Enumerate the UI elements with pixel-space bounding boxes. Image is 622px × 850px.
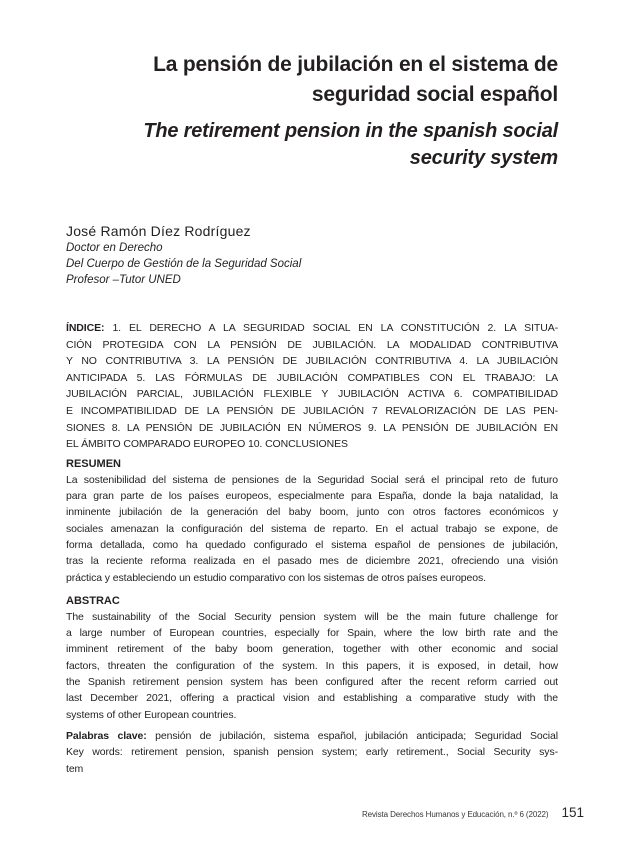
indice-label: ÍNDICE: bbox=[66, 322, 105, 334]
text-line: Profesor –Tutor UNED bbox=[66, 274, 181, 286]
indice-first-line bbox=[66, 320, 558, 337]
text-line: sociales amenazan la configuración del sistema de reparto. En el actual trabajo se expone, de bbox=[66, 522, 558, 535]
resumen-paragraph bbox=[66, 472, 558, 586]
author-block bbox=[66, 222, 558, 288]
text-line: CIÓN PROTEGIDA CON LA PENSIÓN DE JUBILACIÓN. LA MODALIDAD CONTRIBUTIVA bbox=[66, 338, 558, 351]
text-line: tem bbox=[66, 762, 84, 775]
text-line: factors, threaten the configuration of the system. In this papers, it is exposed, in detail, how bbox=[66, 659, 558, 672]
text-line: EL ÁMBITO COMPARADO EUROPEO 10. CONCLUSIONES bbox=[66, 438, 348, 451]
indice-first-line-text: 1. EL DERECHO A LA SEGURIDAD SOCIAL EN LA CONSTITUCIÓN 2. LA SITUA- bbox=[112, 322, 558, 334]
text-line: forma detallada, como ha quedado configurado el sistema español de pensiones de jubilación, bbox=[66, 538, 558, 551]
text-line: Y NO CONTRIBUTIVA 3. LA PENSIÓN DE JUBILACIÓN CONTRIBUTIVA 4. LA JUBILACIÓN bbox=[66, 355, 558, 368]
text-line: ANTICIPADA 5. LAS FÓRMULAS DE JUBILACIÓN COMPATIBLES CON EL TRABAJO: LA bbox=[66, 371, 558, 384]
indice-lines bbox=[66, 337, 558, 453]
author-name: José Ramón Díez Rodríguez bbox=[66, 223, 251, 239]
title-block bbox=[66, 50, 558, 172]
text-line: a large number of European countries, especially for Spain, where the low birth rate and the bbox=[66, 627, 558, 640]
text-line: the Spanish retirement pension system has been configured after the recent reform carried out bbox=[66, 676, 558, 689]
text-line: tras la reciente reforma realizada en el pasado mes de diciembre 2021, ofreciendo una visión bbox=[66, 555, 558, 568]
keywords-block bbox=[66, 728, 558, 777]
text-line: imminent retirement of the baby boom generation, together with other economic and social bbox=[66, 643, 558, 656]
text-line: The sustainability of the Social Security pension system will be the main future challenge for bbox=[66, 610, 558, 623]
palabras-clave-text: pensión de jubilación, sistema español, jubilación anticipada; Seguridad Social bbox=[155, 729, 558, 742]
text-line: last December 2021, offering a practical vision and establishing a comparative study with the bbox=[66, 692, 558, 705]
palabras-clave-label: Palabras clave: bbox=[66, 729, 147, 742]
title-line: La pensión de jubilación en el sistema de bbox=[153, 53, 558, 76]
title-line: security system bbox=[409, 147, 558, 169]
text-line: systems of other European countries. bbox=[66, 708, 237, 721]
title-line: The retirement pension in the spanish social bbox=[143, 120, 558, 142]
text-line: Key words: retirement pension, spanish pension system; early retirement., Social Security sys- bbox=[66, 746, 558, 759]
journal-reference: Revista Derechos Humanos y Educación, n.º 6 (2022) bbox=[362, 810, 549, 819]
text-line: SIONES 8. LA PENSIÓN DE JUBILACIÓN EN NÚMEROS 9. LA PENSIÓN DE JUBILACIÓN EN bbox=[66, 421, 558, 434]
resumen-heading: RESUMEN bbox=[66, 457, 122, 470]
article-title-english bbox=[66, 118, 558, 172]
article-title-spanish bbox=[66, 50, 558, 110]
abstract-paragraph bbox=[66, 609, 558, 723]
indice-block bbox=[66, 320, 558, 453]
author-credentials bbox=[66, 240, 558, 288]
palabras-clave-line bbox=[66, 728, 558, 744]
text-line: La sostenibilidad del sistema de pensiones de la Seguridad Social será el principal reto de futuro bbox=[66, 473, 558, 486]
title-line: seguridad social español bbox=[311, 83, 558, 106]
text-line: JUBILACIÓN PARCIAL, JUBILACIÓN FLEXIBLE Y JUBILACIÓN ACTIVA 6. COMPATIBILIDAD bbox=[66, 388, 558, 401]
text-line: práctica y estableciendo un estudio comparativo con los sistemas de otros países europeos. bbox=[66, 571, 486, 584]
page-footer bbox=[362, 805, 584, 820]
keywords-lines bbox=[66, 744, 558, 777]
page-number: 151 bbox=[561, 805, 584, 820]
text-line: Doctor en Derecho bbox=[66, 242, 163, 254]
text-line: E INCOMPATIBILIDAD DE LA PENSIÓN DE JUBILACIÓN 7 REVALORIZACIÓN DE LAS PEN- bbox=[66, 404, 558, 417]
text-line: para gran parte de los países europeos, especialmente para España, donde la baja natalidad, la bbox=[66, 490, 558, 503]
text-line: Del Cuerpo de Gestión de la Seguridad Social bbox=[66, 258, 302, 270]
abstract-heading: ABSTRAC bbox=[66, 594, 120, 607]
text-line: inminente jubilación de la generación del baby boom, junto con otros factores económicos y bbox=[66, 506, 558, 519]
